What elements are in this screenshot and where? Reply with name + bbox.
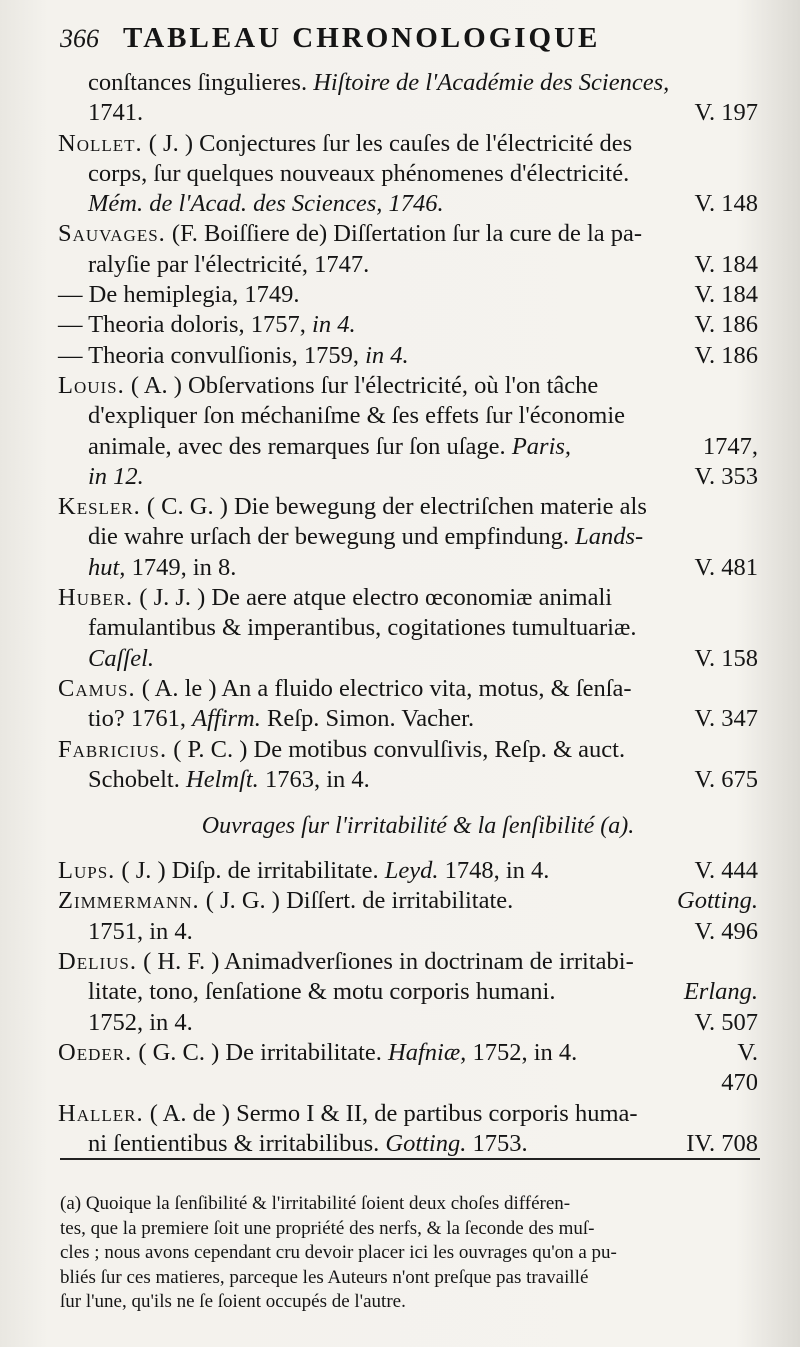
entry-text: ( A. de ) Sermo I & II, de partibus corporis huma- [143,1099,638,1127]
entry-line [58,159,758,189]
entry-text: (F. Boiſſiere de) Diſſertation ſur la cure de la pa- [165,220,643,248]
entry-italic: Mém. de l'Acad. des Sciences, 1746. [88,190,444,218]
bibliography-entry [58,492,758,583]
entry-line [58,462,758,492]
entry-italic: Paris, [511,432,572,460]
entry-line [58,917,758,947]
entry-text: corps, ſur quelques nouveaux phénomenes d'électricité. [88,159,630,187]
entry-italic: Hafniæ, [388,1038,467,1066]
entry-text: 1763, in 4. [258,765,370,793]
footnote-line: (a) Quoique la ſenſibilité & l'irritabilité ſoient deux choſes différen- [60,1193,571,1214]
volume-ref: IV. 708 [686,1129,758,1157]
author-name: Huber. [58,584,134,612]
entry-text: Schobelt. [88,765,186,793]
entry-line [58,280,758,310]
entry-line [58,522,758,552]
entry-italic: in 4. [365,341,409,369]
bibliography-entry [58,886,758,947]
volume-ref: V. 184 [694,281,758,309]
entry-text: ( A. le ) An a fluido electrico vita, motus, & ſenſa- [135,674,632,702]
entry-line [58,219,758,249]
entry-line [58,644,758,674]
entry-text: ni ſentientibus & irritabilibus. [88,1129,386,1157]
volume-ref: V. 184 [694,250,758,278]
entry-text: — De hemiplegia, 1749. [58,281,300,309]
entry-text: 1749, in 8. [125,553,237,581]
entry-text: ( J. J. ) De aere atque electro œconomiæ animali [133,584,613,612]
volume-ref: V. 186 [694,311,758,339]
footnote [60,1192,760,1315]
entry-text: — Theoria convulſionis, 1759, [58,341,366,369]
entry-italic: Hiſtoire de l'Académie des Sciences, [313,69,670,96]
volume-ref: V. 496 [694,917,758,945]
entry-text: d'expliquer ſon méchaniſme & ſes effets ſur l'économie [88,402,626,430]
bibliography-entry [58,310,758,340]
entry-line [58,553,758,583]
bibliography-entry [58,68,758,129]
entry-text: ( J. ) Diſp. de irritabilitate. [115,857,385,885]
bibliography-entry [58,129,758,220]
entry-italic: Affirm. [192,705,261,733]
page-header [60,22,770,62]
running-title: TABLEAU CHRONOLOGIQUE [123,22,601,54]
entry-text: 1752, in 4. [88,1008,193,1036]
bibliography-entry [58,1038,758,1099]
author-name: Fabricius. [58,735,168,763]
entry-line [58,1038,758,1068]
entry-text: animale, avec des remarques ſur ſon uſage. [88,432,512,460]
entry-text: 1752, in 4. [466,1038,578,1066]
entry-italic: Lands- [575,523,644,551]
entry-line [58,583,758,613]
author-name: Oeder. [58,1038,133,1066]
entry-line [58,947,758,977]
entry-text: — Theoria doloris, 1757, [58,311,313,339]
entry-line [58,856,758,886]
entry-line [58,765,758,795]
volume-ref: V. 444 [694,857,758,885]
entry-line [58,401,758,431]
entry-line [58,704,758,734]
entry-line [58,492,758,522]
volume-ref: V. 158 [694,644,758,672]
bibliography-entry [58,674,758,735]
entry-line [58,613,758,643]
bibliography-entry [58,947,758,1038]
entry-line [58,250,758,280]
entry-line [58,129,758,159]
entry-line [58,371,758,401]
author-name: Zimmermann. [58,887,200,915]
entry-line [58,432,758,462]
volume-ref: V. 675 [694,765,758,793]
bibliography-entry [58,735,758,796]
entry-text: 1751, in 4. [88,917,193,945]
page-number: 366 [60,24,99,53]
entry-italic: in 4. [312,311,356,339]
author-name: Sauvages. [58,220,166,248]
entry-line [58,886,758,916]
author-name: Delius. [58,948,137,976]
entry-line [58,674,758,704]
volume-ref: 470 [721,1069,758,1097]
author-name: Haller. [58,1099,144,1127]
volume-ref: 1747, [702,432,758,460]
bibliography-entry [58,341,758,371]
entry-line [58,1129,758,1159]
entry-text: ralyſie par l'électricité, 1747. [88,250,370,278]
entry-text: litate, tono, ſenſatione & motu corporis humani. [88,978,556,1006]
author-name: Kesler. [58,493,141,521]
entry-line [58,735,758,765]
entry-text: tio? 1761, [88,705,193,733]
entry-text: ( C. G. ) Die bewegung der electriſchen materie als [140,493,647,521]
entry-text: ( P. C. ) De motibus convulſivis, Reſp. & auct. [167,735,626,763]
entry-text: 1748, in 4. [438,857,550,885]
volume-ref: V. 353 [694,462,758,490]
entry-italic: Helmſt. [186,765,259,793]
volume-ref: V. 197 [694,99,758,127]
entry-text: 1741. [88,99,144,127]
footnote-line: tes, que la premiere ſoit une propriété des nerfs, & la ſeconde des muſ- [60,1217,595,1239]
entry-text: ( G. C. ) De irritabilitate. [132,1038,389,1066]
entry-line [58,68,758,98]
bibliography-entry [58,280,758,310]
entry-text: famulantibus & imperantibus, cogitationes tumultuariæ. [88,614,637,642]
author-name: Lups. [58,857,116,885]
entry-text: conſtances ſingulieres. [88,69,314,96]
entry-line [58,977,758,1007]
entry-italic: Caſſel. [88,644,155,672]
entry-line [58,341,758,371]
section-heading: Ouvrages ſur l'irritabilité & la ſenſibilité (a). [201,813,635,840]
entry-text: ( H. F. ) Animadverſiones in doctrinam de irritabi- [136,948,634,976]
volume-ref: V. 347 [694,705,758,733]
bibliography-entry [58,856,758,886]
volume-ref: V. 148 [694,190,758,218]
bibliography-entry [58,371,758,492]
volume-ref: V. [737,1038,758,1066]
entry-line [58,1068,758,1098]
bibliography-entry [58,1099,758,1160]
volume-ref: Erlang. [683,978,758,1006]
author-name: Louis. [58,371,125,399]
entry-italic: Gotting. [385,1129,467,1157]
entry-text: die wahre urſach der bewegung und empfindung. [88,523,576,551]
entry-text: Reſp. Simon. Vacher. [260,705,475,733]
entry-text: 1753. [466,1129,528,1157]
volume-ref: V. 186 [694,341,758,369]
entry-line [58,1008,758,1038]
entry-line [58,98,758,128]
footnote-divider [60,1158,760,1160]
footnote-line: ſur l'une, qu'ils ne ſe ſoient occupés de l'autre. [60,1291,406,1312]
entry-italic: in 12. [88,462,144,490]
entry-text: ( A. ) Obſervations ſur l'électricité, où l'on tâche [124,371,599,399]
entry-line [58,1099,758,1129]
author-name: Nollet. [58,129,143,157]
entry-text: ( J. ) Conjectures ſur les cauſes de l'électricité des [142,129,633,157]
entry-text: ( J. G. ) Diſſert. de irritabilitate. [199,887,514,915]
author-name: Camus. [58,674,136,702]
footnote-line: cles ; nous avons cependant cru devoir placer ici les ouvrages qu'on a pu- [60,1242,617,1263]
bibliography-entry [58,219,758,280]
bibliography-entry [58,583,758,674]
entry-line [58,189,758,219]
footnote-line: bliés ſur ces matieres, parceque les Auteurs n'ont preſque pas travaillé [60,1266,589,1288]
entry-line [58,310,758,340]
entry-italic: Leyd. [384,857,439,885]
volume-ref: Gotting. [677,887,758,915]
volume-ref: V. 481 [694,553,758,581]
bibliography-list [58,68,758,1159]
entry-italic: hut, [88,553,126,581]
volume-ref: V. 507 [694,1008,758,1036]
